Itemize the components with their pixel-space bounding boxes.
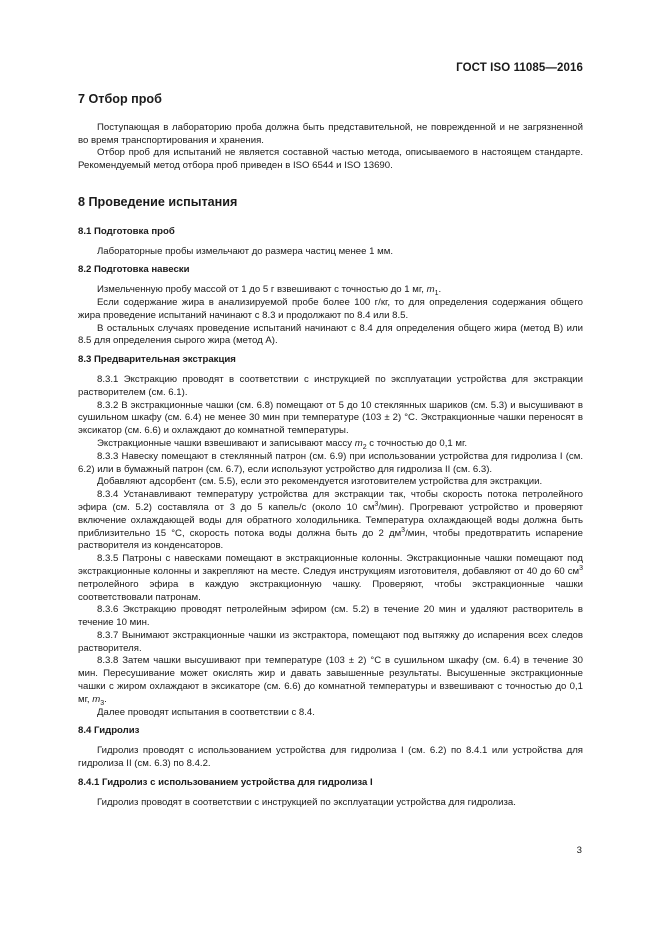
- paragraph: 8.3.1 Экстракцию проводят в соответствии с инструкцией по эксплуатации устройства для экстракции растворителем (см. 6.1).: [78, 373, 583, 398]
- paragraph: Измельченную пробу массой от 1 до 5 г взвешивают с точностью до 1 мг, $m_1$.: [97, 284, 442, 298]
- section-8-title: 8 Проведение испытания: [78, 194, 238, 209]
- paragraph: Экстракционные чашки взвешивают и записывают массу $m_2$ с точностью до 0,1 мг.: [97, 437, 468, 451]
- paragraph: 8.3.6 Экстракцию проводят петролейным эфиром (см. 5.2) в течение 20 мин и удаляют растворитель в течение 10 мин.: [78, 604, 583, 629]
- paragraph: Если содержание жира в анализируемой пробе более 100 г/кг, то для определения содержания общего жира проведение испытаний начинают с 8.3 и продолжают по 8.4 или 8.5.: [78, 296, 583, 321]
- paragraph: 8.3.3 Навеску помещают в стеклянный патрон (см. 6.9) при использовании устройства для гидролиза I (см. 6.2) или в бумажный патрон (см. 6.7), если используют устройство для гидролиза II (см. 6.3).: [78, 450, 583, 475]
- paragraph: 8.3.4 Устанавливают температуру устройства для экстракции так, чтобы скорость потока петролейного эфира (см. 5.2) составляла от 3 до 5 капель/с (около 10 $см^3/мин$). Прогревают устройство и проверяют включение охлаждающей воды для обратного холодильника. Температура охлаждающей воды должна быть приблизительно 15 °С, скорость потока воды должна быть до 2 $дм^3$/мин, чтобы предотвратить испарение растворителя из конденсаторов.: [78, 489, 583, 552]
- subsection-8-4-1-title: 8.4.1 Гидролиз с использованием устройства для гидролиза I: [78, 776, 373, 788]
- paragraph: Поступающая в лабораторию проба должна быть представительной, не поврежденной и не загрязненной во время транспортирования и хранения.: [78, 121, 583, 146]
- standard-header: ГОСТ ISO 11085—2016: [456, 62, 583, 74]
- paragraph: 8.3.8 Затем чашки высушивают при температуре (103 ± 2) °С в сушильном шкафу (см. 6.4) в течение 30 мин. Пересушивание может окислять жир и давать завышенные результаты. Высушенные экстракционные чашки с жиром охлаждают в эксикаторе (см. 6.6) до комнатной температуры и взвешивают с точностью до 0,1 мг, $m_3$.: [78, 655, 583, 707]
- subsection-8-1-title: 8.1 Подготовка проб: [78, 225, 175, 237]
- page-number: 3: [576, 845, 582, 856]
- paragraph: Гидролиз проводят с использованием устройства для гидролиза I (см. 6.2) по 8.4.1 или устройства для гидролиза II (см. 6.3) по 8.4.2.: [78, 745, 583, 770]
- page-content: [78, 90, 583, 809]
- subsection-8-4-title: 8.4 Гидролиз: [78, 725, 140, 737]
- paragraph: Отбор проб для испытаний не является составной частью метода, описываемого в настоящем стандарте. Рекомендуемый метод отбора проб приведен в ISO 6544 и ISO 13690.: [78, 147, 583, 172]
- paragraph: В остальных случаях проведение испытаний начинают с 8.4 для определения общего жира (метод В) или 8.5 для определения сырого жира (метод А).: [78, 322, 583, 347]
- subsection-8-3-title: 8.3 Предварительная экстракция: [78, 354, 236, 366]
- paragraph: 8.3.2 В экстракционные чашки (см. 6.8) помещают от 5 до 10 стеклянных шариков (см. 5.3) и высушивают в сушильном шкафу (см. 6.4) не менее 30 мин при температуре (103 ± 2) °С. Экстракционные чашки переносят в эксикатор (см. 6.6) и охлаждают до комнатной температуры.: [78, 399, 583, 437]
- paragraph: Далее проводят испытания в соответствии с 8.4.: [97, 706, 315, 718]
- subsection-8-2-title: 8.2 Подготовка навески: [78, 264, 190, 276]
- paragraph: Гидролиз проводят в соответствии с инструкцией по эксплуатации устройства для гидролиза.: [97, 796, 516, 808]
- paragraph: 8.3.5 Патроны с навесками помещают в экстракционные колонны. Экстракционные чашки помещают под экстракционные колонны и закрепляют на месте. Следуя инструкциям изготовителя, добавляют от 40 до 60 $см^3$ петролейного эфира в каждую экстракционную чашку. Проверяют, чтобы экстракционные чашки соответствовали патронам.: [78, 553, 583, 603]
- paragraph: Добавляют адсорбент (см. 5.5), если это рекомендуется изготовителем устройства для экстракции.: [97, 476, 543, 488]
- section-7-title: 7 Отбор проб: [78, 92, 162, 106]
- paragraph: Лабораторные пробы измельчают до размера частиц менее 1 мм.: [97, 245, 393, 257]
- paragraph: 8.3.7 Вынимают экстракционные чашки из экстрактора, помещают под вытяжку до испарения всех следов растворителя.: [78, 629, 583, 654]
